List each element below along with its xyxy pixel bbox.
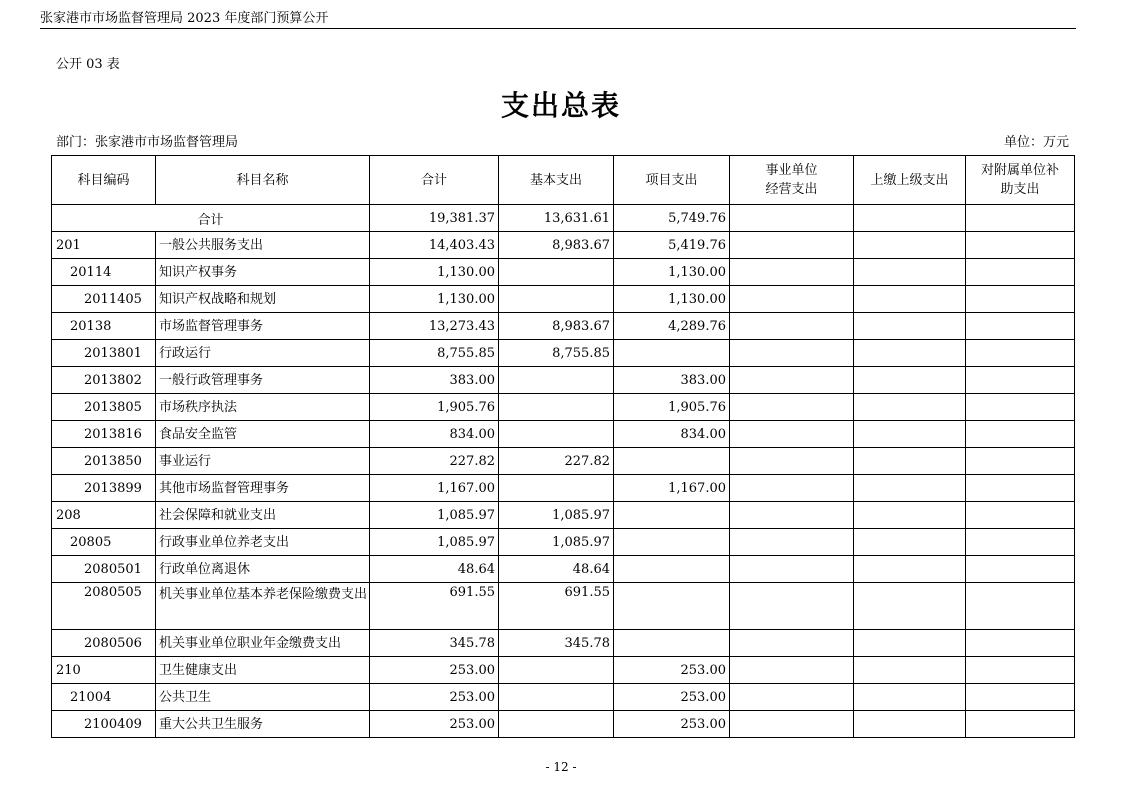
table-header-row [52,156,1075,205]
cell-upper [854,583,966,630]
cell-upper [854,711,966,738]
cell-project [614,583,730,630]
table-row [52,630,1075,657]
cell-business [730,684,854,711]
cell-subsidiary [966,684,1075,711]
cell-upper [854,313,966,340]
cell-business [730,286,854,313]
cell-business [730,475,854,502]
cell-subsidiary [966,556,1075,583]
cell-project [614,529,730,556]
cell-business [730,340,854,367]
table-row [52,556,1075,583]
cell-business [730,502,854,529]
table-row [52,394,1075,421]
cell-basic [499,684,614,711]
cell-name: 行政单位离退休 [156,556,370,583]
cell-basic [499,421,614,448]
cell-business [730,630,854,657]
running-header: 张家港市市场监督管理局 2023 年度部门预算公开 [40,10,1076,29]
cell-subsidiary [966,630,1075,657]
cell-total: 48.64 [370,556,499,583]
cell-code: 208 [52,502,156,529]
cell-project: 834.00 [614,421,730,448]
cell-basic: 48.64 [499,556,614,583]
cell-business [730,448,854,475]
col-header-total: 合计 [370,156,499,205]
cell-business [730,394,854,421]
cell-upper [854,286,966,313]
table-row [52,684,1075,711]
cell-name: 卫生健康支出 [156,657,370,684]
cell-upper [854,657,966,684]
cell-project [614,340,730,367]
cell-upper [854,232,966,259]
cell-total: 383.00 [370,367,499,394]
cell-upper [854,367,966,394]
cell-code: 2013805 [52,394,156,421]
cell-project: 1,130.00 [614,286,730,313]
cell-basic [499,657,614,684]
col-header-upper: 上缴上级支出 [854,156,966,205]
total-row [52,205,1075,232]
cell-project [614,448,730,475]
col-header-name: 科目名称 [156,156,370,205]
cell-business [730,711,854,738]
cell-project: 4,289.76 [614,313,730,340]
cell-code: 2080501 [52,556,156,583]
table-row [52,502,1075,529]
table-row [52,711,1075,738]
cell-code: 2013802 [52,367,156,394]
cell-subsidiary [966,475,1075,502]
col-header-basic: 基本支出 [499,156,614,205]
cell-total: 253.00 [370,711,499,738]
cell-basic: 8,983.67 [499,313,614,340]
cell-name: 一般公共服务支出 [156,232,370,259]
cell-basic [499,259,614,286]
table-row [52,232,1075,259]
cell-subsidiary [966,448,1075,475]
total-sum: 19,381.37 [370,205,499,232]
cell-total: 14,403.43 [370,232,499,259]
cell-subsidiary [966,232,1075,259]
cell-subsidiary [966,394,1075,421]
cell-name: 行政运行 [156,340,370,367]
cell-business [730,529,854,556]
page-title: 支出总表 [500,89,621,122]
table-row [52,657,1075,684]
cell-upper [854,448,966,475]
cell-name: 重大公共卫生服务 [156,711,370,738]
page-number: - 12 - [545,760,577,774]
cell-subsidiary [966,711,1075,738]
cell-code: 2011405 [52,286,156,313]
cell-total: 834.00 [370,421,499,448]
cell-code: 21004 [52,684,156,711]
cell-total: 1,167.00 [370,475,499,502]
form-code: 公开 03 表 [56,57,120,72]
cell-basic: 345.78 [499,630,614,657]
cell-code: 2080506 [52,630,156,657]
cell-basic [499,475,614,502]
cell-code: 2100409 [52,711,156,738]
cell-subsidiary [966,259,1075,286]
cell-name: 市场秩序执法 [156,394,370,421]
cell-code: 20138 [52,313,156,340]
table-row [52,421,1075,448]
cell-upper [854,340,966,367]
unit-label: 单位：万元 [1003,135,1069,150]
table-row [52,259,1075,286]
cell-total: 1,130.00 [370,286,499,313]
table-row [52,475,1075,502]
cell-basic [499,367,614,394]
total-project: 5,749.76 [614,205,730,232]
cell-code: 2013899 [52,475,156,502]
cell-upper [854,421,966,448]
table-row [52,313,1075,340]
cell-name: 一般行政管理事务 [156,367,370,394]
cell-total: 1,085.97 [370,529,499,556]
cell-subsidiary [966,502,1075,529]
cell-basic: 8,755.85 [499,340,614,367]
cell-subsidiary [966,367,1075,394]
cell-name: 食品安全监管 [156,421,370,448]
cell-upper [854,259,966,286]
cell-name: 公共卫生 [156,684,370,711]
cell-upper [854,394,966,421]
cell-project [614,630,730,657]
cell-code: 201 [52,232,156,259]
cell-basic [499,286,614,313]
col-header-code: 科目编码 [52,156,156,205]
total-business [730,205,854,232]
col-header-business: 事业单位 经营支出 [730,156,854,205]
total-label: 合计 [52,205,370,232]
cell-name: 机关事业单位职业年金缴费支出 [156,630,370,657]
cell-project [614,556,730,583]
cell-upper [854,502,966,529]
cell-upper [854,630,966,657]
cell-code: 20805 [52,529,156,556]
cell-project: 383.00 [614,367,730,394]
col-header-project: 项目支出 [614,156,730,205]
cell-business [730,367,854,394]
cell-total: 691.55 [370,583,499,630]
cell-business [730,313,854,340]
cell-upper [854,475,966,502]
cell-project: 1,167.00 [614,475,730,502]
cell-business [730,232,854,259]
cell-project: 253.00 [614,657,730,684]
cell-subsidiary [966,529,1075,556]
cell-total: 253.00 [370,657,499,684]
cell-total: 1,905.76 [370,394,499,421]
cell-project: 1,905.76 [614,394,730,421]
cell-total: 13,273.43 [370,313,499,340]
cell-subsidiary [966,583,1075,630]
cell-upper [854,556,966,583]
cell-project [614,502,730,529]
cell-name: 知识产权事务 [156,259,370,286]
cell-upper [854,684,966,711]
cell-subsidiary [966,340,1075,367]
cell-business [730,556,854,583]
cell-subsidiary [966,657,1075,684]
cell-subsidiary [966,286,1075,313]
cell-total: 345.78 [370,630,499,657]
cell-basic: 1,085.97 [499,529,614,556]
cell-code: 2080505 [52,583,156,630]
total-basic: 13,631.61 [499,205,614,232]
cell-code: 2013850 [52,448,156,475]
col-header-subsidiary: 对附属单位补 助支出 [966,156,1075,205]
cell-name: 行政事业单位养老支出 [156,529,370,556]
cell-code: 2013816 [52,421,156,448]
cell-name: 社会保障和就业支出 [156,502,370,529]
table-row [52,529,1075,556]
cell-basic: 227.82 [499,448,614,475]
table-row [52,367,1075,394]
cell-subsidiary [966,421,1075,448]
table-row [52,340,1075,367]
cell-code: 20114 [52,259,156,286]
cell-business [730,259,854,286]
cell-project: 253.00 [614,684,730,711]
total-upper [854,205,966,232]
expenditure-table [51,155,1075,738]
cell-total: 253.00 [370,684,499,711]
cell-name: 事业运行 [156,448,370,475]
cell-project: 253.00 [614,711,730,738]
cell-code: 2013801 [52,340,156,367]
cell-subsidiary [966,313,1075,340]
cell-business [730,657,854,684]
cell-basic: 691.55 [499,583,614,630]
cell-project: 1,130.00 [614,259,730,286]
table-row [52,286,1075,313]
cell-total: 227.82 [370,448,499,475]
total-subsidiary [966,205,1075,232]
department-label: 部门：张家港市市场监督管理局 [56,135,239,150]
cell-name: 机关事业单位基本养老保险缴费支出 [156,583,370,630]
cell-basic [499,394,614,421]
cell-business [730,421,854,448]
table-row [52,583,1075,630]
cell-basic: 1,085.97 [499,502,614,529]
cell-basic [499,711,614,738]
cell-total: 8,755.85 [370,340,499,367]
cell-code: 210 [52,657,156,684]
cell-name: 其他市场监督管理事务 [156,475,370,502]
cell-upper [854,529,966,556]
cell-name: 市场监督管理事务 [156,313,370,340]
cell-basic: 8,983.67 [499,232,614,259]
cell-name: 知识产权战略和规划 [156,286,370,313]
cell-total: 1,130.00 [370,259,499,286]
cell-project: 5,419.76 [614,232,730,259]
cell-total: 1,085.97 [370,502,499,529]
cell-business [730,583,854,630]
table-row [52,448,1075,475]
